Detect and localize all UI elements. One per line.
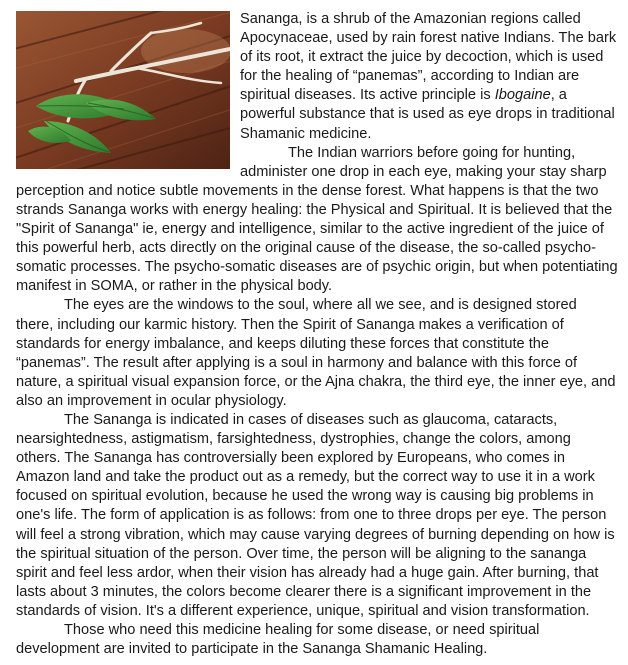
intro-text-end: , a powerful substance that is used as eye drops in traditional Shamanic medicine. [240,87,615,142]
sananga-plant-photo [16,11,230,169]
intro-text-start: Sananga, is a shrub of the Amazonian regions called Apocynaceae, used by rain forest native Indians. The bark of its root, it extract the juice by decoction, which is used for the healing of “panemas”, according to Indian are spiritual diseases. Its active principle is [240,11,617,104]
warriors-paragraph: The Indian warriors before going for hunting, administer one drop in each eye, making your stay sharp perception and notice subtle movements in the dense forest. What happens is that the two strands Sananga works with energy healing: the Physical and Spiritual. It is believed that the "Spirit of Sananga" ie, energy and intelligence, similar to the active ingredient of the juice of this powerful herb, acts directly on the original cause of the disease, the so-called psycho-somatic processes. The psycho-somatic diseases are of psychic origin, but when potentiating manifest in SOMA, or rather in the physical body. [16,144,618,295]
indications-paragraph: The Sananga is indicated in cases of diseases such as glaucoma, cataracts, nearsightedness, astigmatism, farsightedness, dystrophies, change the colors, among others. The Sananga has controversially been explored by Europeans, who comes in Amazon land and take the product out as a remedy, but the correct way to use it in a work focused on spiritual evolution, because he used the wrong way is causing big problems in one's life. The form of application is as follows: from one to three drops per eye. The person will feel a strong vibration, which may cause varying degrees of burning depending on how is the spiritual situation of the person. Over time, the person will be aligning to the sananga spirit and feel less ardor, when their vision has already had a huge gain. After burning, that lasts about 3 minutes, the colors become clearer there is a significant improvement in the standards of vision. It's a different experience, unique, spiritual and vision transformation. [16,411,615,619]
invitation-paragraph: Those who need this medicine healing for some disease, or need spiritual development are invited to participate in the Sananga Shamanic Healing. [16,622,540,658]
ibogaine-term: Ibogaine [494,87,551,104]
eyes-paragraph: The eyes are the windows to the soul, where all we see, and is designed stored there, including our karmic history. Then the Spirit of Sananga makes a verification of standards for energy imbalance, and keeps diluting these forces that constitute the “panemas”. The result after applying is a soul in harmony and balance with this force of nature, a spiritual visual expansion force, or the Ajna chakra, the third eye, the inner eye, and also an improvement in ocular physiology. [16,297,616,409]
